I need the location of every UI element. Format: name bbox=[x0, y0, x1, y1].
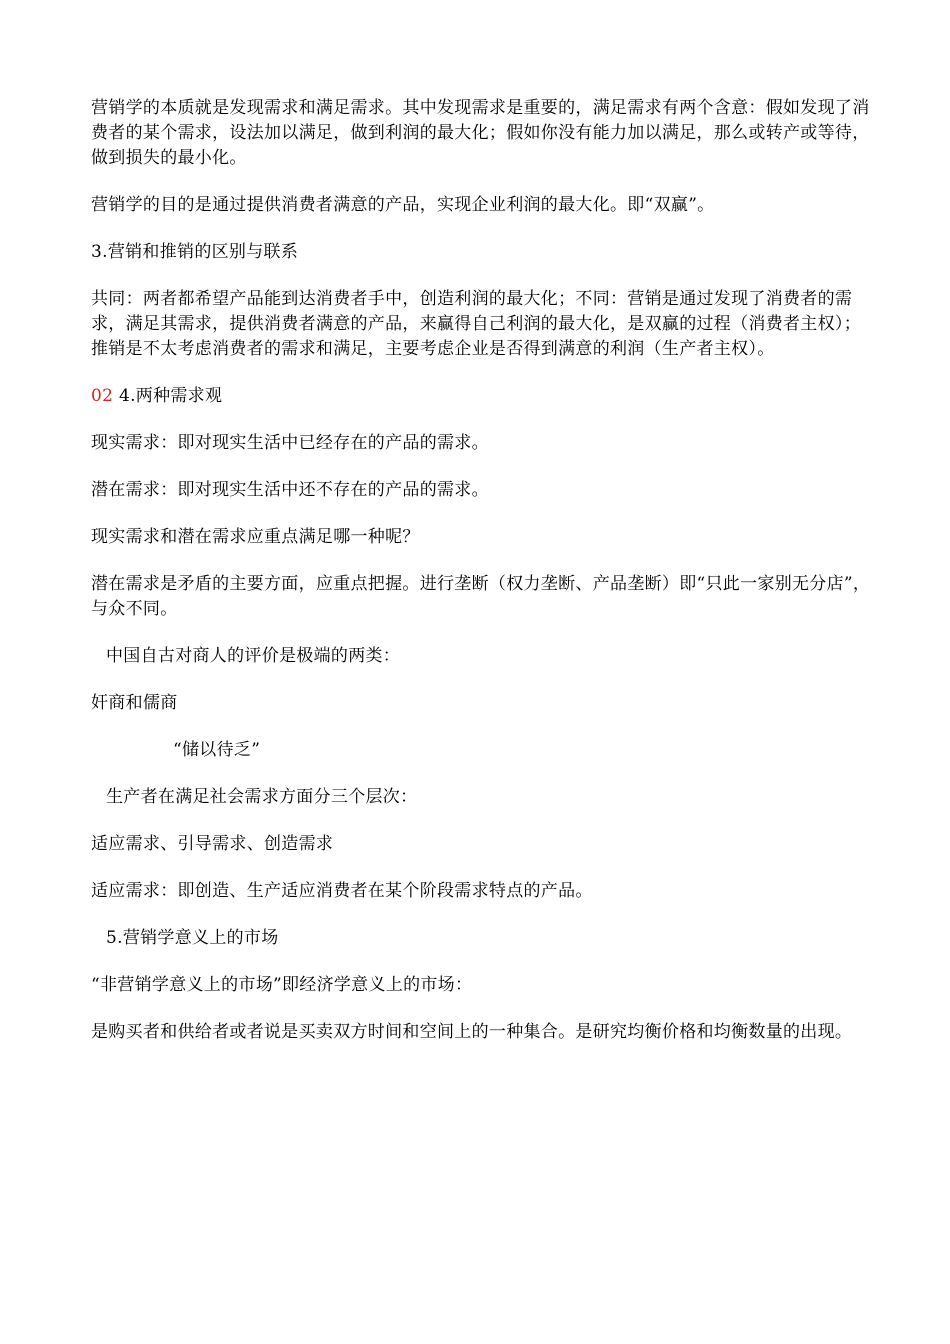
paragraph-which-demand-question: 现实需求和潜在需求应重点满足哪一种呢？ bbox=[91, 527, 420, 547]
paragraph-potential-demand: 潜在需求：即对现实生活中还不存在的产品的需求。 bbox=[91, 480, 489, 500]
paragraph-marketing-vs-selling: 共同：两者都希望产品能到达消费者手中，创造利润的最大化；不同：营销是通过发现了消费者的需求，满足其需求，提供消费者满意的产品，来赢得自己利润的最大化，是双赢的过程（消费者主权）；推销是不太考虑消费者的需求和满足，主要考虑企业是否得到满意的利润（生产者主权）。 bbox=[91, 289, 861, 359]
heading-two-demand-views-label: 4.两种需求观 bbox=[118, 386, 223, 406]
paragraph-market-definition: 是购买者和供给者或者说是买卖双方时间和空间上的一种集合。是研究均衡价格和均衡数量的出现。 bbox=[91, 1022, 853, 1042]
heading-market-in-marketing: 5.营销学意义上的市场 bbox=[106, 928, 279, 948]
paragraph-merchant-types: 奸商和儒商 bbox=[91, 693, 178, 713]
heading-two-demand-views bbox=[91, 384, 871, 409]
paragraph-quote-storage: “储以待乏” bbox=[173, 740, 261, 760]
paragraph-potential-demand-focus: 潜在需求是矛盾的主要方面，应重点把握。进行垄断（权力垄断、产品垄断）即“只此一家别无分店”，与众不同。 bbox=[91, 574, 871, 619]
heading-marketing-vs-selling: 3.营销和推销的区别与联系 bbox=[91, 242, 299, 262]
document-page bbox=[91, 96, 871, 1067]
paragraph-non-marketing-market: “非营销学意义上的市场”即经济学意义上的市场： bbox=[91, 975, 473, 995]
paragraph-adapt-demand: 适应需求：即创造、生产适应消费者在某个阶段需求特点的产品。 bbox=[91, 881, 593, 901]
paragraph-demand-levels: 适应需求、引导需求、创造需求 bbox=[91, 834, 334, 854]
paragraph-merchant-evaluation: 中国自古对商人的评价是极端的两类： bbox=[106, 646, 401, 666]
paragraph-realistic-demand: 现实需求：即对现实生活中已经存在的产品的需求。 bbox=[91, 433, 489, 453]
section-marker: 02 bbox=[91, 386, 114, 406]
paragraph-marketing-goal: 营销学的目的是通过提供消费者满意的产品，实现企业利润的最大化。即“双赢”。 bbox=[91, 195, 715, 215]
paragraph-marketing-essence: 营销学的本质就是发现需求和满足需求。其中发现需求是重要的，满足需求有两个含意：假如发现了消费者的某个需求，设法加以满足，做到利润的最大化；假如你没有能力加以满足，那么或转产或等待，做到损失的最小化。 bbox=[91, 98, 870, 168]
paragraph-producer-levels: 生产者在满足社会需求方面分三个层次： bbox=[106, 787, 418, 807]
